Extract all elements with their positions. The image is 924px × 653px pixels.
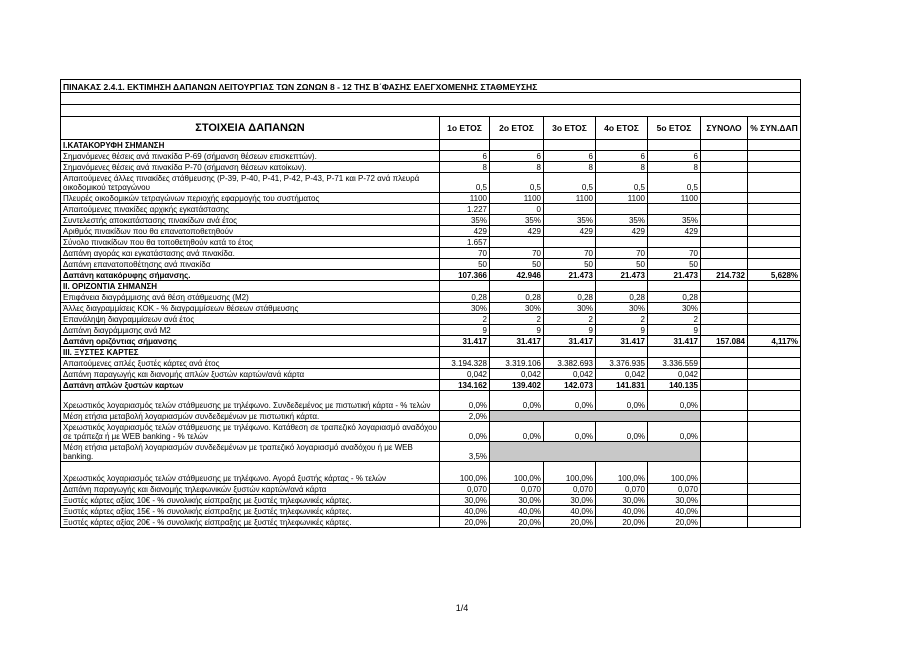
cell-year-4: 9: [596, 325, 648, 336]
cell-percent: [748, 380, 801, 391]
cell-year-4: 2: [596, 314, 648, 325]
cell-total: [701, 151, 748, 162]
cell-total: [701, 462, 748, 484]
table-row: [61, 226, 801, 237]
cell-year-3: 70: [544, 248, 596, 259]
shaded-cell: [490, 442, 701, 462]
cell-year-2: 2: [490, 314, 544, 325]
header-year-2: 2ο ΕΤΟΣ: [490, 117, 544, 140]
cell-total: [701, 193, 748, 204]
cell-year-1: 134.162: [440, 380, 490, 391]
row-label: Ξυστές κάρτες αξίας 20€ - % συνολικής είσπραξης με ξυστές τηλεφωνικές κάρτες.: [61, 517, 440, 528]
cell-year-4: 8: [596, 162, 648, 173]
row-label: Μέση ετήσια μεταβολή λογαριασμών συνδεδεμένων με τραπεζικό λογαριασμό αναδόχου ή με WEB banking.: [61, 442, 440, 462]
table-row: [61, 517, 801, 528]
shaded-cell: [490, 411, 701, 422]
row-label: Δαπάνη διαγράμμισης ανά Μ2: [61, 325, 440, 336]
cell-total: [701, 215, 748, 226]
cell-percent: [748, 226, 801, 237]
cell-percent: [748, 314, 801, 325]
cell-year-1: 0,070: [440, 484, 490, 495]
header-percent: % ΣΥΝ.ΔΑΠ: [748, 117, 801, 140]
cell-year-2: 139.402: [490, 380, 544, 391]
cell-year-2: 30%: [490, 303, 544, 314]
row-label: Μέση ετήσια μεταβολή λογαριασμών συνδεδεμένων με πιστωτική κάρτα.: [61, 411, 440, 422]
cell-total: [701, 380, 748, 391]
cell-percent: [748, 325, 801, 336]
blank-row: [61, 93, 801, 105]
cell-percent: [748, 162, 801, 173]
cell-year-1: 70: [440, 248, 490, 259]
cell-year-1: 3,5%: [440, 442, 490, 462]
row-label: Συντελεστής αποκατάστασης πινακίδων ανά έτος: [61, 215, 440, 226]
section-header-row: [61, 140, 801, 151]
cell-year-1: 2: [440, 314, 490, 325]
cell-year-2: 30,0%: [490, 495, 544, 506]
cell-year-2: 0: [490, 204, 544, 215]
header-year-3: 3ο ΕΤΟΣ: [544, 117, 596, 140]
row-label: Χρεωστικός λογαριασμός τελών στάθμευσης με τηλέφωνο. Αγορά ξυστής κάρτας - % τελών: [61, 462, 440, 484]
table-row: [61, 248, 801, 259]
row-label: Σύνολο πινακίδων που θα τοποθετηθούν κατά το έτος: [61, 237, 440, 248]
row-label: Απαιτούμενες απλές ξυστές κάρτες ανά έτος: [61, 358, 440, 369]
cell-year-2: 40,0%: [490, 506, 544, 517]
cell-year-4: 21.473: [596, 270, 648, 281]
cell-percent: [748, 204, 801, 215]
cell-year-2: 0,0%: [490, 391, 544, 411]
cell-year-4: 30%: [596, 303, 648, 314]
cell-year-3: 0,042: [544, 369, 596, 380]
table-row: [61, 422, 801, 442]
cell-year-3: 0,0%: [544, 391, 596, 411]
table-row: [61, 270, 801, 281]
cell-year-2: 1100: [490, 193, 544, 204]
table-row: [61, 314, 801, 325]
cell-year-3: 1100: [544, 193, 596, 204]
cell-year-3: 8: [544, 162, 596, 173]
row-label: Άλλες διαγραμμίσεις ΚΟΚ - % διαγραμμίσεων θέσεων στάθμευσης: [61, 303, 440, 314]
cell-year-1: 0,0%: [440, 422, 490, 442]
table-row: [61, 193, 801, 204]
row-label: Δαπάνη κατακόρυφης σήμανσης.: [61, 270, 440, 281]
cell-total: [701, 411, 748, 422]
cell-year-1: 0,0%: [440, 391, 490, 411]
cell-year-4: 0,0%: [596, 391, 648, 411]
cell-year-2: 50: [490, 259, 544, 270]
cell-year-4: 70: [596, 248, 648, 259]
header-year-1: 1ο ΕΤΟΣ: [440, 117, 490, 140]
cell-year-5: 100,0%: [648, 462, 701, 484]
cell-year-5: [648, 237, 701, 248]
cell-year-4: 1100: [596, 193, 648, 204]
cell-year-4: 50: [596, 259, 648, 270]
cell-year-1: 107.366: [440, 270, 490, 281]
cell-year-5: 40,0%: [648, 506, 701, 517]
cell-year-4: 20,0%: [596, 517, 648, 528]
cell-year-5: 8: [648, 162, 701, 173]
cell-percent: [748, 462, 801, 484]
cell-year-4: 35%: [596, 215, 648, 226]
cell-total: [701, 248, 748, 259]
row-label: Δαπάνη παραγωγής και διανομής τηλεφωνικών ξυστών καρτών/ανά κάρτα: [61, 484, 440, 495]
cell-year-1: 8: [440, 162, 490, 173]
cost-table-sheet: [60, 79, 800, 528]
cell-year-2: 20,0%: [490, 517, 544, 528]
table-row: [61, 391, 801, 411]
table-row: [61, 380, 801, 391]
table-row: [61, 259, 801, 270]
table-row: [61, 336, 801, 347]
table-row: [61, 358, 801, 369]
table-row: [61, 292, 801, 303]
cell-year-2: 100,0%: [490, 462, 544, 484]
cell-year-3: 30,0%: [544, 495, 596, 506]
cell-year-3: 21.473: [544, 270, 596, 281]
cell-total: 214.732: [701, 270, 748, 281]
cell-year-1: 1.657: [440, 237, 490, 248]
cell-total: [701, 442, 748, 462]
cell-total: [701, 369, 748, 380]
cell-year-1: 9: [440, 325, 490, 336]
row-label: Δαπάνη οριζόντιας σήμανσης: [61, 336, 440, 347]
header-total: ΣΥΝΟΛΟ: [701, 117, 748, 140]
cell-year-5: 30,0%: [648, 495, 701, 506]
cell-year-2: 429: [490, 226, 544, 237]
cell-year-2: 0,070: [490, 484, 544, 495]
table-row: [61, 162, 801, 173]
cell-year-1: 30%: [440, 303, 490, 314]
cell-year-2: 9: [490, 325, 544, 336]
cell-year-3: 2: [544, 314, 596, 325]
cell-year-1: 3.194.328: [440, 358, 490, 369]
cell-percent: [748, 369, 801, 380]
cell-year-3: 3.382.693: [544, 358, 596, 369]
cell-year-1: 50: [440, 259, 490, 270]
cell-year-4: 0,5: [596, 173, 648, 193]
cell-year-5: 0,042: [648, 369, 701, 380]
cell-percent: [748, 193, 801, 204]
cell-year-1: 0,28: [440, 292, 490, 303]
cell-year-3: 0,070: [544, 484, 596, 495]
cell-year-3: [544, 237, 596, 248]
cell-year-3: 0,5: [544, 173, 596, 193]
cell-total: [701, 314, 748, 325]
cell-year-5: 30%: [648, 303, 701, 314]
cell-year-3: [544, 204, 596, 215]
row-label: Πλευρές οικοδομικών τετραγώνων περιοχής εφαρμογής του συστήματος: [61, 193, 440, 204]
row-label: Δαπάνη επανατοποθέτησης ανά πινακίδα: [61, 259, 440, 270]
table-row: [61, 506, 801, 517]
cell-year-5: 20,0%: [648, 517, 701, 528]
cell-percent: [748, 292, 801, 303]
cell-year-1: 40,0%: [440, 506, 490, 517]
cell-year-2: 0,28: [490, 292, 544, 303]
cell-year-1: 429: [440, 226, 490, 237]
cell-percent: [748, 248, 801, 259]
cell-year-3: 100,0%: [544, 462, 596, 484]
cell-percent: [748, 303, 801, 314]
cell-percent: 5,628%: [748, 270, 801, 281]
cell-total: [701, 495, 748, 506]
table-title: ΠΙΝΑΚΑΣ 2.4.1. ΕΚΤΙΜΗΣΗ ΔΑΠΑΝΩΝ ΛΕΙΤΟΥΡΓΙΑΣ ΤΩΝ ΖΩΝΩΝ 8 - 12 ΤΗΣ Β΄ΦΑΣΗΣ ΕΛΕΓΧΟΜΕΝΗΣ ΣΤΑΘΜΕΥΣΗΣ: [61, 80, 801, 93]
cell-year-2: 70: [490, 248, 544, 259]
cell-percent: [748, 173, 801, 193]
cell-year-5: 31.417: [648, 336, 701, 347]
row-label: Χρεωστικός λογαριασμός τελών στάθμευσης με τηλέφωνο. Συνδεδεμένος με πιστωτική κάρτα - % τελών: [61, 391, 440, 411]
cell-total: 157.084: [701, 336, 748, 347]
cell-year-5: [648, 204, 701, 215]
row-label: Σημανόμενες θέσεις ανά πινακίδα Ρ-70 (σήμανση θέσεων κατοίκων).: [61, 162, 440, 173]
cell-year-2: 35%: [490, 215, 544, 226]
cell-percent: [748, 259, 801, 270]
cell-year-4: [596, 204, 648, 215]
cell-total: [701, 292, 748, 303]
cell-year-5: 0,5: [648, 173, 701, 193]
cell-year-1: 100,0%: [440, 462, 490, 484]
header-cost-items: ΣΤΟΙΧΕΙΑ ΔΑΠΑΝΩΝ: [61, 117, 440, 140]
cell-year-5: 0,070: [648, 484, 701, 495]
cell-year-3: 0,0%: [544, 422, 596, 442]
cell-year-1: 0,042: [440, 369, 490, 380]
table-row: [61, 303, 801, 314]
table-row: [61, 462, 801, 484]
cell-year-2: 42.946: [490, 270, 544, 281]
cell-total: [701, 358, 748, 369]
cell-year-3: 35%: [544, 215, 596, 226]
cell-year-2: 8: [490, 162, 544, 173]
blank-row: [61, 105, 801, 117]
cell-total: [701, 325, 748, 336]
cell-percent: [748, 495, 801, 506]
cell-year-2: 0,042: [490, 369, 544, 380]
cell-year-5: 429: [648, 226, 701, 237]
cell-year-4: [596, 237, 648, 248]
cell-year-5: 9: [648, 325, 701, 336]
cell-year-4: 3.376.935: [596, 358, 648, 369]
cell-percent: [748, 484, 801, 495]
cell-year-1: 0,5: [440, 173, 490, 193]
cell-year-4: 429: [596, 226, 648, 237]
cell-year-4: 141.831: [596, 380, 648, 391]
cell-total: [701, 303, 748, 314]
cell-year-4: 0,042: [596, 369, 648, 380]
cell-year-5: 35%: [648, 215, 701, 226]
cell-percent: [748, 391, 801, 411]
cell-percent: [748, 151, 801, 162]
cell-year-3: 30%: [544, 303, 596, 314]
page-number: 1/4: [455, 603, 469, 613]
header-year-4: 4ο ΕΤΟΣ: [596, 117, 648, 140]
table-row: [61, 411, 801, 422]
column-header-row: [61, 117, 801, 140]
cell-percent: [748, 442, 801, 462]
row-label: Απαιτούμενες άλλες πινακίδες στάθμευσης (Ρ-39, Ρ-40, Ρ-41, Ρ-42, Ρ-43, Ρ-71 και Ρ-72 ανά πλευρά οικοδομικού τετραγώνου: [61, 173, 440, 193]
cell-year-2: 0,5: [490, 173, 544, 193]
section-title: ΙΙΙ. ΞΥΣΤΕΣ ΚΑΡΤΕΣ: [61, 347, 440, 358]
cell-year-4: 30,0%: [596, 495, 648, 506]
row-label: Δαπάνη αγοράς και εγκατάστασης ανά πινακίδα.: [61, 248, 440, 259]
cell-total: [701, 391, 748, 411]
cell-total: [701, 204, 748, 215]
table-row: [61, 369, 801, 380]
cell-year-1: 30,0%: [440, 495, 490, 506]
cell-year-4: 0,0%: [596, 422, 648, 442]
cell-year-5: 1100: [648, 193, 701, 204]
cell-percent: [748, 358, 801, 369]
cell-year-5: 0,0%: [648, 391, 701, 411]
cell-year-3: 50: [544, 259, 596, 270]
cell-year-1: 1.227: [440, 204, 490, 215]
cell-total: [701, 259, 748, 270]
row-label: Ξυστές κάρτες αξίας 15€ - % συνολικής είσπραξης με ξυστές τηλεφωνικές κάρτες.: [61, 506, 440, 517]
table-row: [61, 237, 801, 248]
cell-year-3: 429: [544, 226, 596, 237]
cell-total: [701, 422, 748, 442]
cell-year-3: 142.073: [544, 380, 596, 391]
table-title-row: [61, 80, 801, 93]
row-label: Επιφάνεια διαγράμμισης ανά θέση στάθμευσης (Μ2): [61, 292, 440, 303]
cell-year-5: 0,28: [648, 292, 701, 303]
cell-year-1: 35%: [440, 215, 490, 226]
section-title: ΙΙ. ΟΡΙΖΟΝΤΙΑ ΣΗΜΑΝΣΗ: [61, 281, 440, 292]
section-title: Ι.ΚΑΤΑΚΟΡΥΦΗ ΣΗΜΑΝΣΗ: [61, 140, 440, 151]
cell-total: [701, 162, 748, 173]
cell-year-4: 40,0%: [596, 506, 648, 517]
row-label: Χρεωστικός λογαριασμός τελών στάθμευσης με τηλέφωνο. Κατάθεση σε τραπεζικό λογαριασμό αναδόχου σε τράπεζα ή με WEB banking - % τελών: [61, 422, 440, 442]
cell-year-2: [490, 237, 544, 248]
row-label: Δαπάνη παραγωγής και διανομής απλών ξυστών καρτών/ανά κάρτα: [61, 369, 440, 380]
cell-percent: 4,117%: [748, 336, 801, 347]
cell-year-4: 100,0%: [596, 462, 648, 484]
cell-year-2: 0,0%: [490, 422, 544, 442]
cell-year-3: 31.417: [544, 336, 596, 347]
cell-year-3: 0,28: [544, 292, 596, 303]
cell-year-1: 1100: [440, 193, 490, 204]
cost-table: [60, 79, 801, 528]
cell-year-3: 9: [544, 325, 596, 336]
cell-total: [701, 484, 748, 495]
table-row: [61, 484, 801, 495]
cell-year-1: 2,0%: [440, 411, 490, 422]
cell-year-4: 0,28: [596, 292, 648, 303]
section-header-row: [61, 281, 801, 292]
section-header-row: [61, 347, 801, 358]
cell-percent: [748, 422, 801, 442]
cell-year-5: 0,0%: [648, 422, 701, 442]
cell-percent: [748, 215, 801, 226]
cell-year-1: 31.417: [440, 336, 490, 347]
cell-year-5: 6: [648, 151, 701, 162]
table-row: [61, 173, 801, 193]
row-label: Ξυστές κάρτες αξίας 10€ - % συνολικής είσπραξης με ξυστές τηλεφωνικές κάρτες.: [61, 495, 440, 506]
table-row: [61, 151, 801, 162]
cell-year-5: 21.473: [648, 270, 701, 281]
cell-percent: [748, 411, 801, 422]
cell-total: [701, 517, 748, 528]
cell-year-3: 40,0%: [544, 506, 596, 517]
cell-percent: [748, 506, 801, 517]
cell-year-5: 3.336.559: [648, 358, 701, 369]
cell-year-4: 0,070: [596, 484, 648, 495]
cell-year-5: 70: [648, 248, 701, 259]
cell-year-3: 20,0%: [544, 517, 596, 528]
header-year-5: 5ο ΕΤΟΣ: [648, 117, 701, 140]
cell-year-1: 6: [440, 151, 490, 162]
row-label: Σημανόμενες θέσεις ανά πινακίδα Ρ-69 (σήμανση θέσεων επισκεπτών).: [61, 151, 440, 162]
row-label: Απαιτούμενες πινακίδες αρχικής εγκατάστασης: [61, 204, 440, 215]
cell-year-5: 140.135: [648, 380, 701, 391]
cell-total: [701, 173, 748, 193]
table-row: [61, 215, 801, 226]
cell-year-2: 3.319.106: [490, 358, 544, 369]
table-row: [61, 442, 801, 462]
cell-total: [701, 237, 748, 248]
row-label: Επανάληψη διαγραμμίσεων ανά έτος: [61, 314, 440, 325]
row-label: Δαπάνη απλών ξυστών καρτων: [61, 380, 440, 391]
cell-year-5: 2: [648, 314, 701, 325]
table-row: [61, 495, 801, 506]
cell-year-5: 50: [648, 259, 701, 270]
cell-percent: [748, 517, 801, 528]
cell-total: [701, 506, 748, 517]
cell-year-1: 20,0%: [440, 517, 490, 528]
cell-total: [701, 226, 748, 237]
cell-percent: [748, 237, 801, 248]
row-label: Αριθμός πινακίδων που θα επανατοποθετηθούν: [61, 226, 440, 237]
table-row: [61, 204, 801, 215]
cell-year-2: 6: [490, 151, 544, 162]
cell-year-3: 6: [544, 151, 596, 162]
cell-year-2: 31.417: [490, 336, 544, 347]
cell-year-4: 6: [596, 151, 648, 162]
table-row: [61, 325, 801, 336]
cell-year-4: 31.417: [596, 336, 648, 347]
